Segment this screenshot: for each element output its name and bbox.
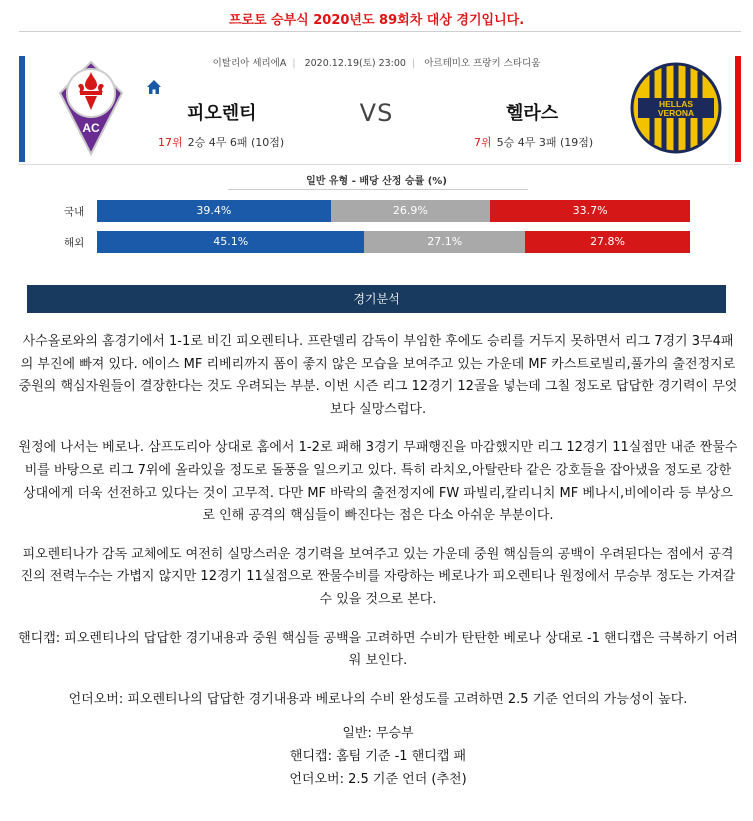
away-rank: 7위: [474, 136, 492, 149]
analysis-paragraph: 피오렌티나가 감독 교체에도 여전히 실망스러운 경기력을 보여주고 있는 가운데 중원 핵심들의 공백이 우려된다는 점에서 공격진의 전력누수는 가볍지 않지만 12경기 11실점으로 짠물수비를 자랑하는 베로나가 피오렌티나 원정에서 무승부 정도는 가져갈 수 있을 것으로 본다.: [20, 546, 736, 607]
match-datetime: 2020.12.19(토) 23:00: [304, 58, 406, 69]
away-crest-text-top: HELLAS: [659, 99, 693, 109]
analysis-paragraph: 언더오버: 피오렌티나의 답답한 경기내용과 베로나의 수비 완성도를 고려하면 2.5 기준 언더의 가능성이 높다.: [68, 691, 688, 707]
summary-underover: 언더오버: 2.5 기준 언더 (추천): [289, 771, 467, 787]
away-win-segment: 33.7%: [490, 200, 690, 222]
stats-row-overseas: [0, 231, 753, 253]
stats-row-domestic: [0, 200, 753, 222]
draw-segment: 27.1%: [364, 231, 525, 253]
home-rank: 17위: [158, 136, 183, 149]
match-meta: 이탈리아 세리에A | 2020.12.19(토) 23:00 | 아르테미오 프랑키 스타디움: [212, 58, 541, 69]
home-win-segment: 45.1%: [97, 231, 364, 253]
away-crest-text-bottom: VERONA: [657, 108, 695, 118]
vs-label: VS: [359, 99, 394, 127]
home-icon: [146, 79, 162, 95]
analysis-header: 경기분석: [27, 285, 726, 313]
draw-segment: 26.9%: [331, 200, 491, 222]
page-title: 프로토 승부식 2020년도 89회차 대상 경기입니다.: [228, 13, 525, 28]
away-team-name: 헬라스: [506, 103, 559, 124]
home-win-segment: 39.4%: [97, 200, 331, 222]
venue-name: 아르테미오 프랑키 스타디움: [424, 58, 541, 69]
summary-general: 일반: 무승부: [342, 726, 414, 742]
middle-divider: [19, 164, 741, 165]
away-record-text: 5승 4무 3패 (19점): [496, 136, 594, 149]
home-crest-text: AC: [82, 121, 100, 135]
away-record: [474, 134, 593, 150]
analysis-paragraph: 원정에 나서는 베로나. 삼프도리아 상대로 홈에서 1-2로 패해 3경기 무패행진을 마감했지만 리그 12경기 11실점만 내준 짠물수비를 바탕으로 리그 7위에 올라있을 정도로 돌풍을 일으키고 있다. 특히 라치오,아탈란타 같은 강호들을 잡아냈을 정도로 강한 상대에게 더욱 선전하고 있다는 것이 고무적. 다만 MF 바락의 출전정지에 FW 파빌리,칼리니치 MF 베나시,비에이라 등 부상으로 인해 공격의 핵심들이 빠진다는 점은 다소 아쉬운 부분이다.: [18, 440, 738, 524]
top-divider: [19, 31, 741, 32]
stats-row-label: 해외: [64, 237, 85, 249]
away-win-segment: 27.8%: [525, 231, 690, 253]
odds-bar: [97, 231, 690, 253]
analysis-paragraph: 사수올로와의 홈경기에서 1-1로 비긴 피오렌티나. 프란델리 감독이 부임한 후에도 승리를 거두지 못하면서 리그 7경기 3무4패의 부진에 빠져 있다. 에이스 MF 리베리까지 폼이 좋지 않은 모습을 보여주고 있는 가운데 MF 카스트로빌리,풀가의 출전정지로 중원의 핵심자원들이 결장한다는 것도 우려되는 부분. 이번 시즌 리그 12경기 12골을 넣는데 그칠 정도로 답답한 경기력이 무엇보다 실망스럽다.: [18, 334, 738, 417]
home-team-name: 피오렌티: [187, 103, 257, 124]
league-name: 이탈리아 세리에A: [212, 58, 287, 69]
stats-title-underline: [228, 189, 528, 190]
summary-handicap: 핸디캡: 홈팀 기준 -1 핸디캡 패: [289, 748, 467, 764]
stats-row-label: 국내: [64, 206, 85, 218]
verona-crest-icon: [630, 62, 722, 154]
stats-title: 일반 유형 - 배당 산정 승률 (%): [306, 176, 447, 187]
prediction-summary: [17, 723, 739, 791]
home-record-text: 2승 4무 6패 (10점): [187, 136, 285, 149]
home-record: [158, 134, 284, 150]
analysis-body: [17, 331, 739, 791]
odds-bar: [97, 200, 690, 222]
analysis-paragraph: 핸디캡: 피오렌티나의 답답한 경기내용과 중원 핵심들 공백을 고려하면 수비가 탄탄한 베로나 상대로 -1 핸디캡은 극복하기 어려워 보인다.: [18, 630, 738, 669]
